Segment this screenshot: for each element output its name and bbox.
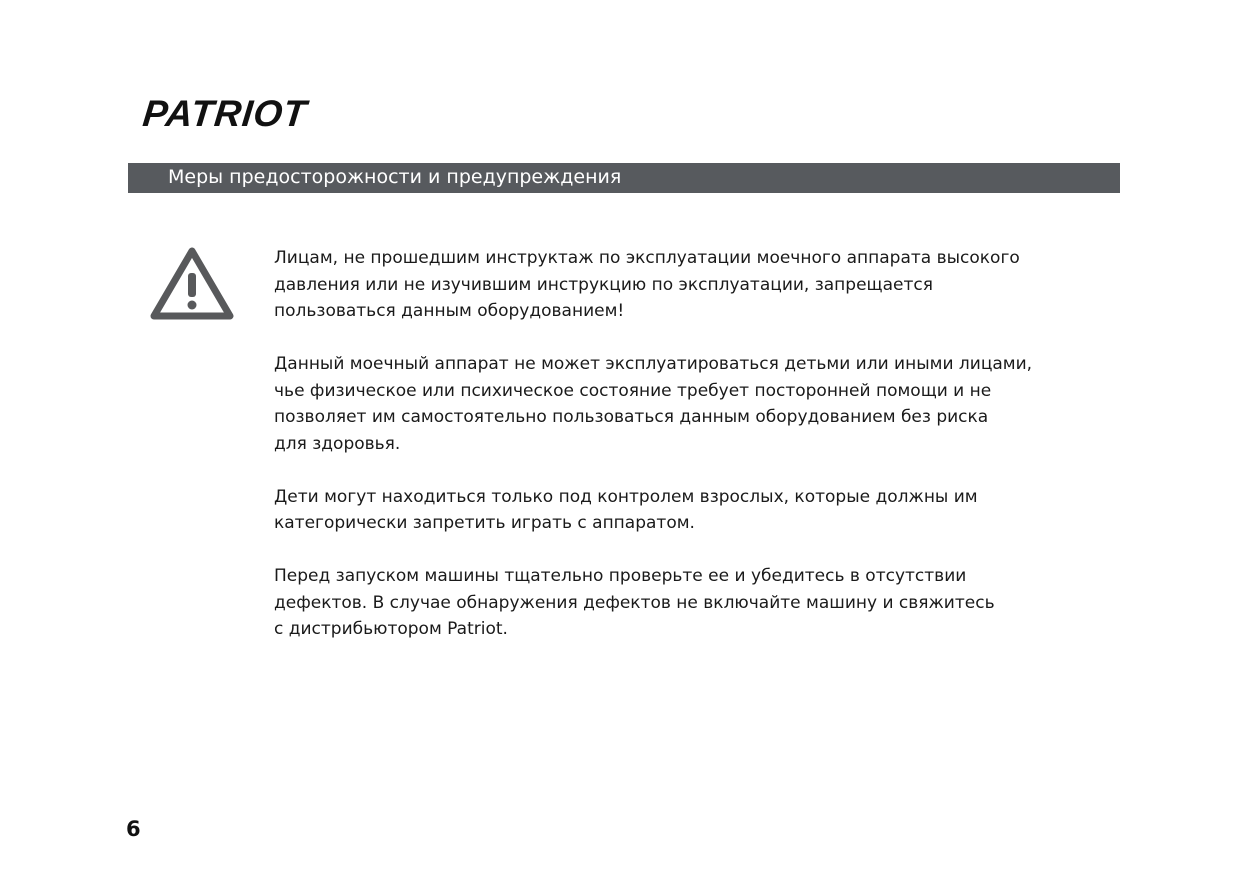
text-line: Дети могут находиться только под контролем взрослых, которые должны им xyxy=(274,486,978,507)
text-line: чье физическое или психическое состояние требует посторонней помощи и не xyxy=(274,380,992,401)
text-line: Данный моечный аппарат не может эксплуатироваться детьми или иными лицами, xyxy=(274,354,1033,374)
section-title: Меры предосторожности и предупреждения xyxy=(168,166,622,188)
text-line: Перед запуском машины тщательно проверьте ее и убедитесь в отсутствии xyxy=(274,566,967,586)
page-number: 6 xyxy=(126,817,141,841)
text-line: давления или не изучившим инструкцию по эксплуатации, запрещается xyxy=(274,274,933,295)
warning-triangle-icon xyxy=(150,247,234,321)
text-line: Лицам, не прошедшим инструктаж по эксплуатации моечного аппарата высокого xyxy=(274,248,1020,268)
paragraph xyxy=(274,563,1104,643)
paragraph xyxy=(274,351,1104,457)
text-line: дефектов. В случае обнаружения дефектов не включайте машину и свяжитесь xyxy=(274,592,995,613)
text-line: категорически запретить играть с аппаратом. xyxy=(274,513,695,533)
paragraph xyxy=(274,245,1104,325)
text-line: с дистрибьютором Patriot. xyxy=(274,619,508,639)
paragraph xyxy=(274,484,1104,537)
text-line: позволяет им самостоятельно пользоваться данным оборудованием без риска xyxy=(274,407,989,427)
brand-logo: PATRIOT xyxy=(140,93,310,134)
section-header-bar xyxy=(128,163,1120,193)
warnings-content xyxy=(274,245,1104,669)
text-line: для здоровья. xyxy=(274,433,401,454)
text-line: пользоваться данным оборудованием! xyxy=(274,301,625,321)
